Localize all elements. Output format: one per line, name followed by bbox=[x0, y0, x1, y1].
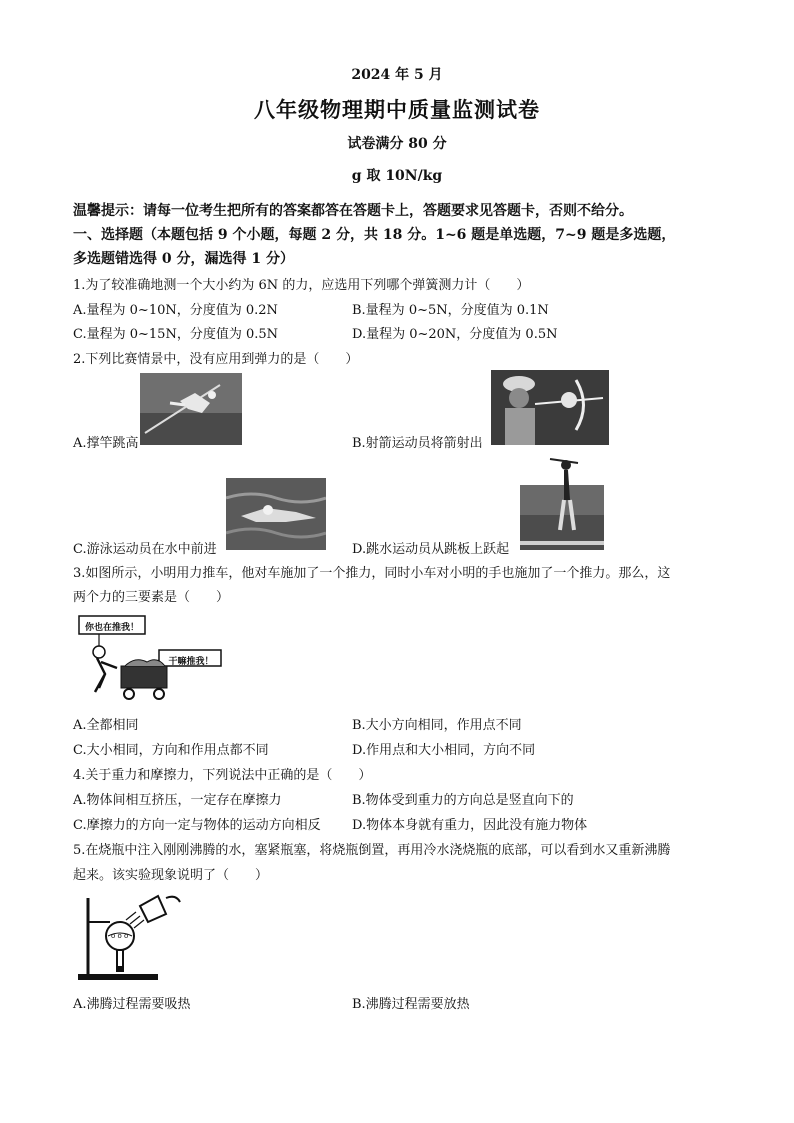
notice: 温馨提示：请每一位考生把所有的答案都答在答题卡上，答题要求见答题卡，否则不给分。 bbox=[73, 203, 633, 219]
q5-stem-line2: 起来。该实验现象说明了（ ） bbox=[73, 868, 269, 883]
archery-photo bbox=[491, 370, 609, 445]
q3-stem-line1: 3.如图所示，小明用力推车，他对车施加了一个推力，同时小车对小明的手也施加了一个推力。那么，这 bbox=[73, 566, 671, 581]
q3-option-a: A.全都相同 bbox=[73, 718, 139, 733]
q4-stem: 4.关于重力和摩擦力，下列说法中正确的是（ ） bbox=[73, 768, 372, 783]
q2-option-a: A.撑竿跳高 bbox=[73, 436, 139, 451]
q5-stem-line1: 5.在烧瓶中注入刚刚沸腾的水，塞紧瓶塞，将烧瓶倒置，再用冷水浇烧瓶的底部，可以看到水又重新沸腾 bbox=[73, 843, 671, 858]
exam-title: 八年级物理期中质量监测试卷 bbox=[254, 97, 540, 122]
section1-line2: 多选题错选得 0 分，漏选得 1 分） bbox=[73, 251, 294, 267]
section1-line1: 一、选择题（本题包括 9 个小题，每题 2 分，共 18 分。1~6 题是单选题，7~9 题是多选题， bbox=[73, 227, 676, 243]
q5-option-b: B.沸腾过程需要放热 bbox=[352, 997, 470, 1012]
push-cart-illustration bbox=[77, 612, 223, 702]
q4-option-d: D.物体本身就有重力，因此没有施力物体 bbox=[352, 818, 588, 833]
q4-option-c: C.摩擦力的方向一定与物体的运动方向相反 bbox=[73, 818, 321, 833]
q2-option-d: D.跳水运动员从跳板上跃起 bbox=[352, 542, 510, 557]
q1-option-c: C.量程为 0~15N，分度值为 0.5N bbox=[73, 327, 279, 342]
q3-stem-line2: 两个力的三要素是（ ） bbox=[73, 590, 230, 605]
swimming-photo bbox=[226, 478, 326, 550]
diving-photo bbox=[520, 455, 604, 550]
q3-option-c: C.大小相同，方向和作用点都不同 bbox=[73, 743, 269, 758]
full-score: 试卷满分 80 分 bbox=[347, 136, 447, 152]
svg-text:o o o: o o o bbox=[111, 932, 129, 940]
q1-stem: 1.为了较准确地测一个大小约为 6N 的力，应选用下列哪个弹簧测力计（ ） bbox=[73, 278, 530, 293]
q1-option-d: D.量程为 0~20N，分度值为 0.5N bbox=[352, 327, 558, 342]
q3-option-d: D.作用点和大小相同，方向不同 bbox=[352, 743, 536, 758]
q5-option-a: A.沸腾过程需要吸热 bbox=[73, 997, 191, 1012]
speech-bubble-boy: 你也在推我！ bbox=[84, 623, 139, 633]
q2-stem: 2.下列比赛情景中，没有应用到弹力的是（ ） bbox=[73, 352, 359, 367]
flask-experiment-illustration bbox=[74, 892, 182, 984]
q4-option-b: B.物体受到重力的方向总是竖直向下的 bbox=[352, 793, 574, 808]
exam-date: 2024 年 5 月 bbox=[351, 67, 443, 83]
pole-vault-photo bbox=[140, 373, 242, 445]
q1-option-b: B.量程为 0~5N，分度值为 0.1N bbox=[352, 303, 549, 318]
q3-option-b: B.大小方向相同，作用点不同 bbox=[352, 718, 522, 733]
q2-option-b: B.射箭运动员将箭射出 bbox=[352, 436, 483, 451]
q4-option-a: A.物体间相互挤压，一定存在摩擦力 bbox=[73, 793, 282, 808]
speech-bubble-cart: 干嘛推我！ bbox=[168, 657, 214, 667]
q1-option-a: A.量程为 0~10N，分度值为 0.2N bbox=[73, 303, 278, 318]
q2-option-c: C.游泳运动员在水中前进 bbox=[73, 542, 217, 557]
g-value: g 取 10N/kg bbox=[351, 168, 443, 184]
